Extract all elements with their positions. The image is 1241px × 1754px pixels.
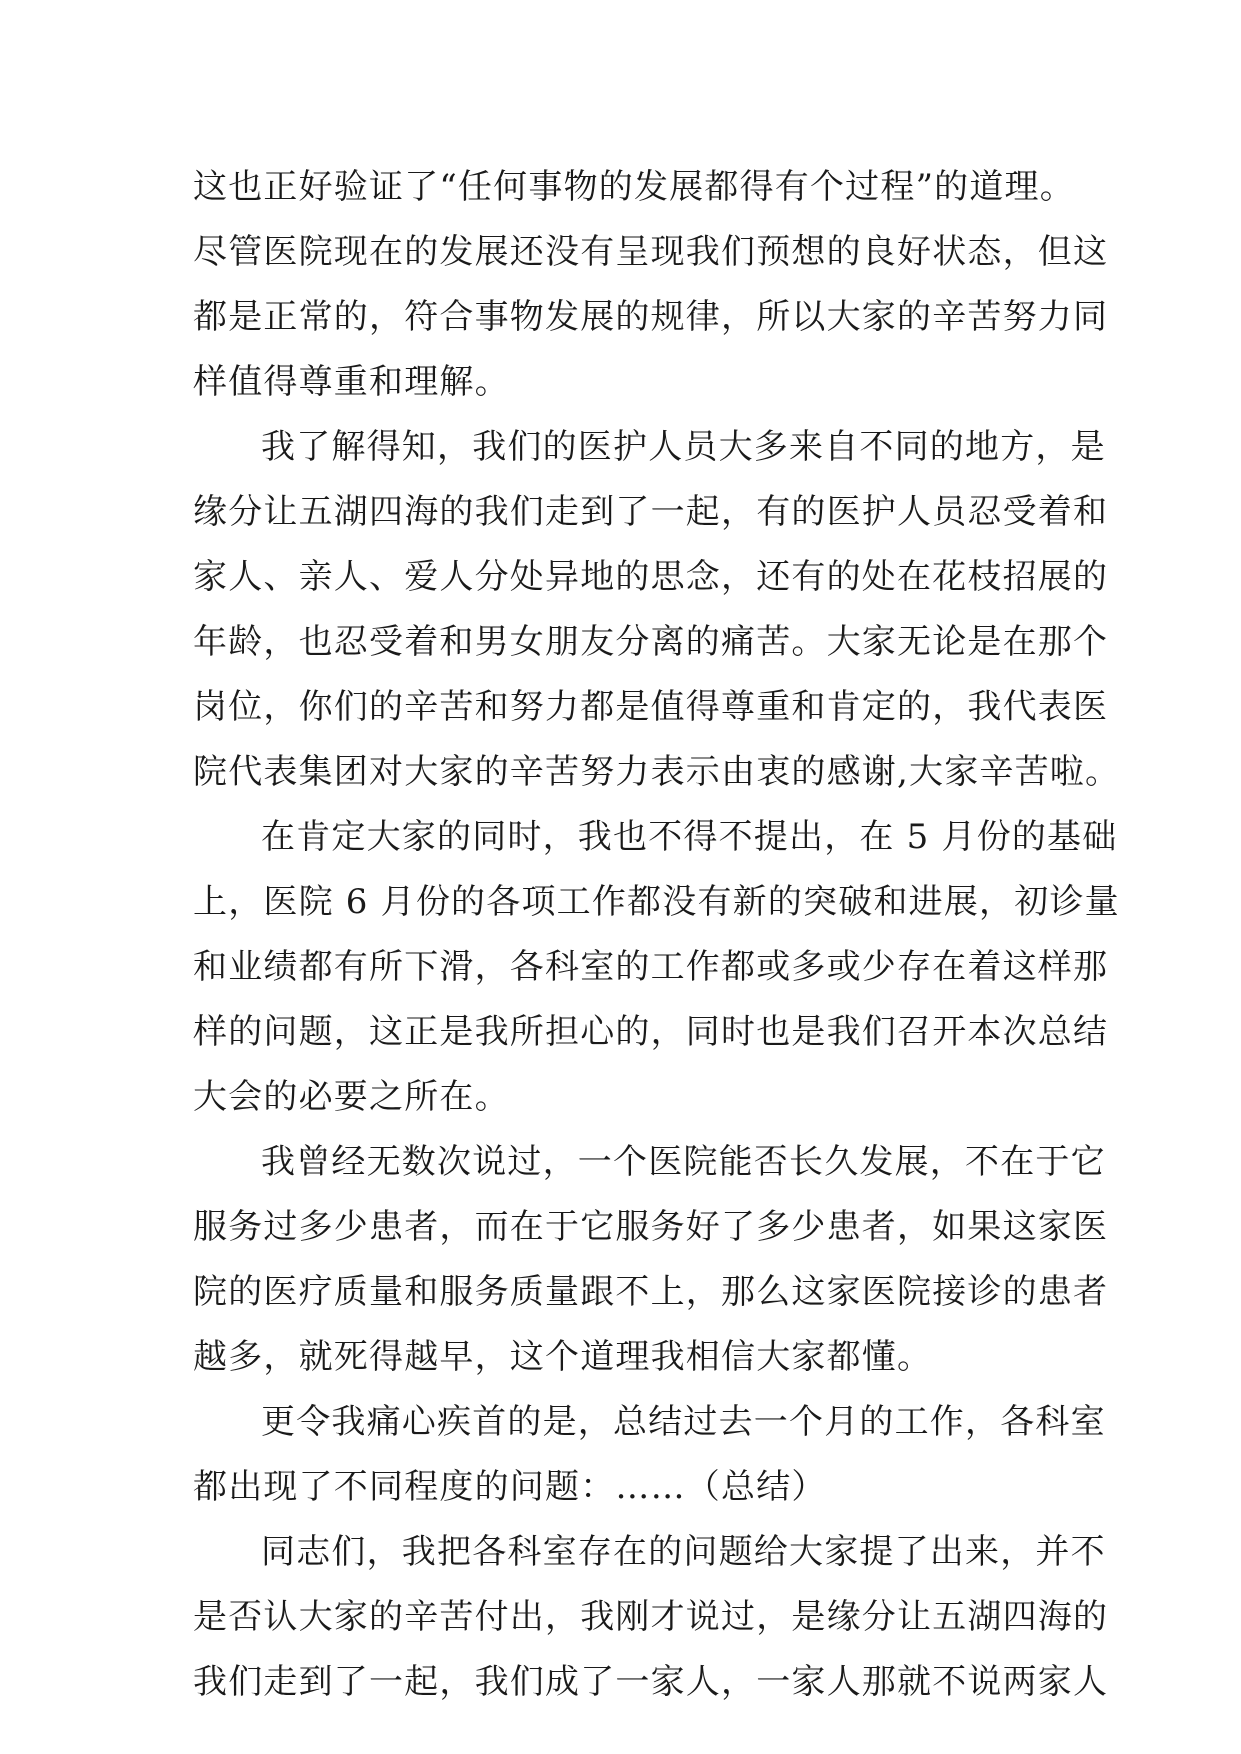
- document-body: [193, 155, 1121, 1715]
- text-line: 我曾经无数次说过，一个医院能否长久发展，不在于它: [261, 1142, 1106, 1182]
- text-line: 越多，就死得越早，这个道理我相信大家都懂。: [193, 1337, 933, 1377]
- text-line: 缘分让五湖四海的我们走到了一起，有的医护人员忍受着和: [193, 492, 1109, 532]
- text-line: 样的问题，这正是我所担心的，同时也是我们召开本次总结: [193, 1012, 1109, 1052]
- text-line: 都出现了不同程度的问题：……（总结）: [193, 1467, 827, 1507]
- text-line: 服务过多少患者，而在于它服务好了多少患者，如果这家医: [193, 1207, 1109, 1247]
- text-line: 同志们，我把各科室存在的问题给大家提了出来，并不: [261, 1532, 1106, 1572]
- paragraph-4: [193, 1130, 1109, 1390]
- text-line: 尽管医院现在的发展还没有呈现我们预想的良好状态，但这: [193, 232, 1109, 272]
- text-line: 我了解得知，我们的医护人员大多来自不同的地方，是: [261, 427, 1106, 467]
- text-line: 这也正好验证了“任何事物的发展都得有个过程”的道理。: [193, 167, 1075, 207]
- paragraph-6: [193, 1520, 1109, 1715]
- paragraph-3: [193, 805, 1120, 1130]
- text-line: 岗位，你们的辛苦和努力都是值得尊重和肯定的，我代表医: [193, 687, 1109, 727]
- text-line: 家人、亲人、爱人分处异地的思念，还有的处在花枝招展的: [193, 557, 1109, 597]
- text-line: 更令我痛心疾首的是，总结过去一个月的工作，各科室: [261, 1402, 1106, 1442]
- paragraph-2: [193, 415, 1121, 805]
- paragraph-1: [193, 155, 1109, 415]
- text-line: 上，医院 6 月份的各项工作都没有新的突破和进展，初诊量: [193, 882, 1120, 922]
- text-line: 年龄，也忍受着和男女朋友分离的痛苦。大家无论是在那个: [193, 622, 1109, 662]
- text-line: 我们走到了一起，我们成了一家人，一家人那就不说两家人: [193, 1662, 1109, 1702]
- text-line: 大会的必要之所在。: [193, 1077, 510, 1117]
- text-line: 样值得尊重和理解。: [193, 362, 510, 402]
- text-line: 和业绩都有所下滑，各科室的工作都或多或少存在着这样那: [193, 947, 1109, 987]
- text-line: 都是正常的，符合事物发展的规律，所以大家的辛苦努力同: [193, 297, 1109, 337]
- text-line: 院的医疗质量和服务质量跟不上，那么这家医院接诊的患者: [193, 1272, 1109, 1312]
- text-line: 院代表集团对大家的辛苦努力表示由衷的感谢,大家辛苦啦。: [193, 752, 1121, 792]
- text-line: 是否认大家的辛苦付出，我刚才说过，是缘分让五湖四海的: [193, 1597, 1109, 1637]
- paragraph-5: [193, 1390, 1106, 1520]
- text-line: 在肯定大家的同时，我也不得不提出，在 5 月份的基础: [261, 817, 1118, 857]
